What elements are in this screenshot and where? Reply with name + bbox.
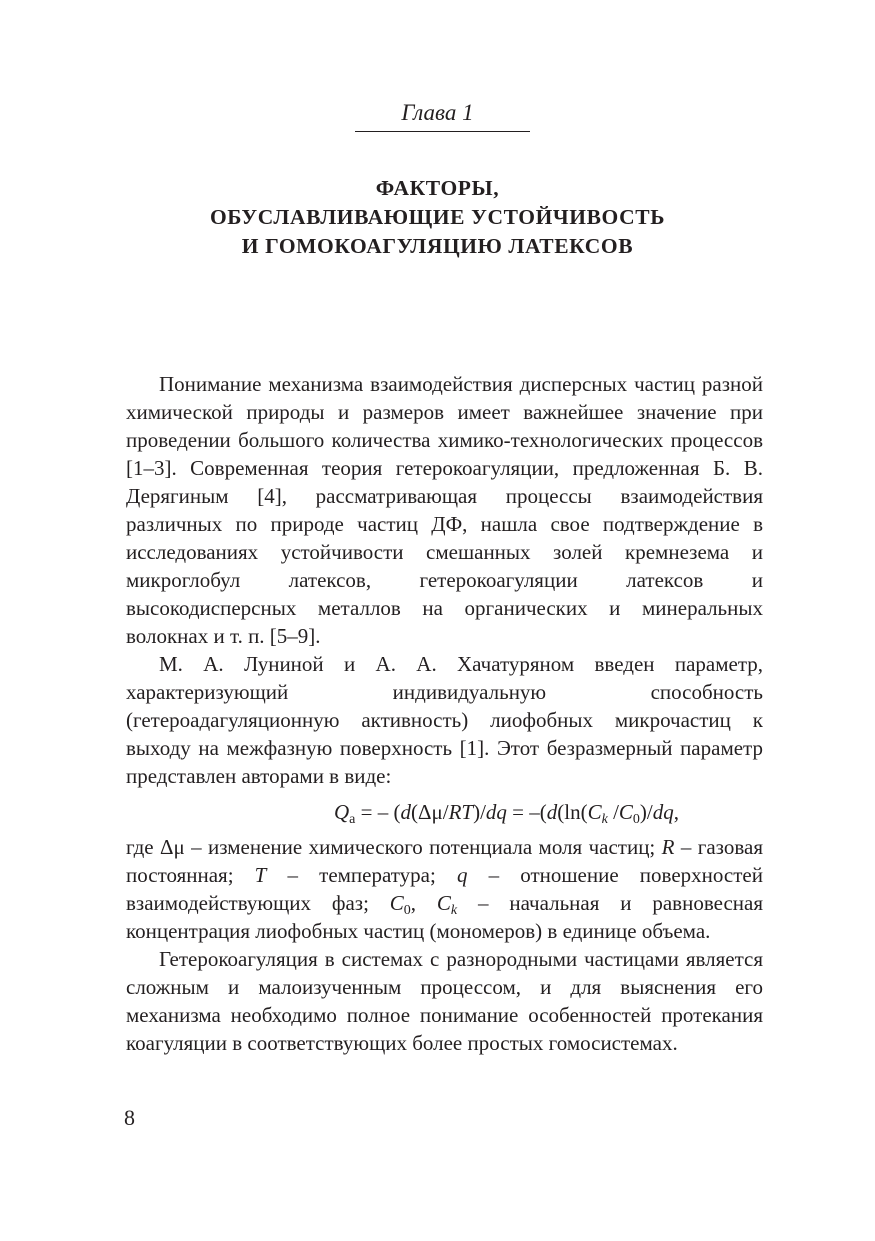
chapter-title-line: И ГОМОКОАГУЛЯЦИЮ ЛАТЕКСОВ bbox=[241, 234, 634, 258]
chapter-underline bbox=[355, 131, 530, 132]
explanation-subscript: 0 bbox=[403, 903, 411, 918]
formula-symbol: RT bbox=[448, 800, 474, 824]
formula bbox=[126, 798, 825, 826]
chapter-title-line: ФАКТОРЫ, bbox=[375, 176, 500, 200]
formula-text: (Δμ/ bbox=[410, 800, 449, 824]
formula-text: , bbox=[673, 800, 679, 824]
page-number: 8 bbox=[124, 1105, 135, 1130]
explanation-symbol: C bbox=[389, 891, 404, 915]
explanation-symbol: C bbox=[436, 891, 451, 915]
formula-symbol: dq bbox=[485, 800, 507, 824]
formula-text: / bbox=[607, 800, 619, 824]
body-text-block-2 bbox=[126, 833, 763, 1057]
explanation-text: – начальная и равновесная концентрация лиофобных частиц (мономеров) в единице объема. bbox=[126, 891, 763, 943]
paragraph-conclusion: Гетерокоагуляция в системах с разнородными частицами является сложным и малоизученным процессом, и для выяснения его механизма необходимо полное понимание особенностей протекания коагуляции в соответствующих более простых гомосистемах. bbox=[126, 947, 763, 1055]
formula-text: = – ( bbox=[355, 800, 401, 824]
explanation-symbol: T bbox=[254, 863, 267, 887]
formula-symbol: Q bbox=[333, 800, 350, 824]
formula-text: )/ bbox=[473, 800, 486, 824]
formula-text: )/ bbox=[639, 800, 653, 824]
explanation-text: где Δμ – изменение химического потенциала моля частиц; bbox=[126, 835, 662, 859]
explanation-text: – газовая постоянная; bbox=[126, 835, 763, 887]
chapter-title-line: ОБУСЛАВЛИВАЮЩИЕ УСТОЙЧИВОСТЬ bbox=[209, 205, 666, 229]
explanation-subscript-symbol: k bbox=[450, 903, 458, 918]
paragraph-intro: Понимание механизма взаимодействия дисперсных частиц разной химической природы и размеров имеет важнейшее значение при проведении большого количества химико-технологических процессов [1–3]. Современная теория гетерокоагуляции, предложенная Б. В. Дерягиным [4], рассматривающая процессы взаимодействия различных по природе частиц ДФ, нашла свое подтверждение в исследованиях устойчивости смешанных золей кремнезема и микроглобул латексов, гетерокоагуляции латексов и высокодисперсных металлов на органических и минеральных волокнах и т. п. [5–9]. bbox=[126, 372, 763, 648]
explanation-symbol: R bbox=[661, 835, 675, 859]
paragraph-explanation bbox=[126, 833, 763, 945]
formula-text: (ln( bbox=[557, 800, 588, 824]
formula-symbol: C bbox=[587, 800, 602, 824]
explanation-text: , bbox=[410, 891, 437, 915]
formula-symbol: d bbox=[546, 800, 558, 824]
explanation-text: – отношение поверхностей взаимодействующих фаз; bbox=[126, 863, 763, 915]
explanation-text: – температура; bbox=[266, 863, 457, 887]
body-text-block-1 bbox=[126, 370, 763, 790]
chapter-label: Глава 1 bbox=[401, 100, 474, 125]
formula-symbol: d bbox=[400, 800, 411, 824]
formula-subscript: а bbox=[349, 812, 356, 827]
explanation-symbol: q bbox=[456, 863, 468, 887]
formula-subscript-symbol: k bbox=[601, 812, 608, 827]
formula-text: = –( bbox=[506, 800, 547, 824]
paragraph-parameter: М. А. Луниной и А. А. Хачатуряном введен параметр, характеризующий индивидуальную способность (гетероадагуляционную активность) лиофобных микрочастиц к выходу на межфазную поверхность [1]. Этот безразмерный параметр представлен авторами в виде: bbox=[126, 652, 763, 788]
formula-symbol: C bbox=[618, 800, 633, 824]
formula-subscript: 0 bbox=[632, 812, 640, 827]
chapter-title bbox=[100, 174, 775, 261]
formula-symbol: dq bbox=[652, 800, 674, 824]
